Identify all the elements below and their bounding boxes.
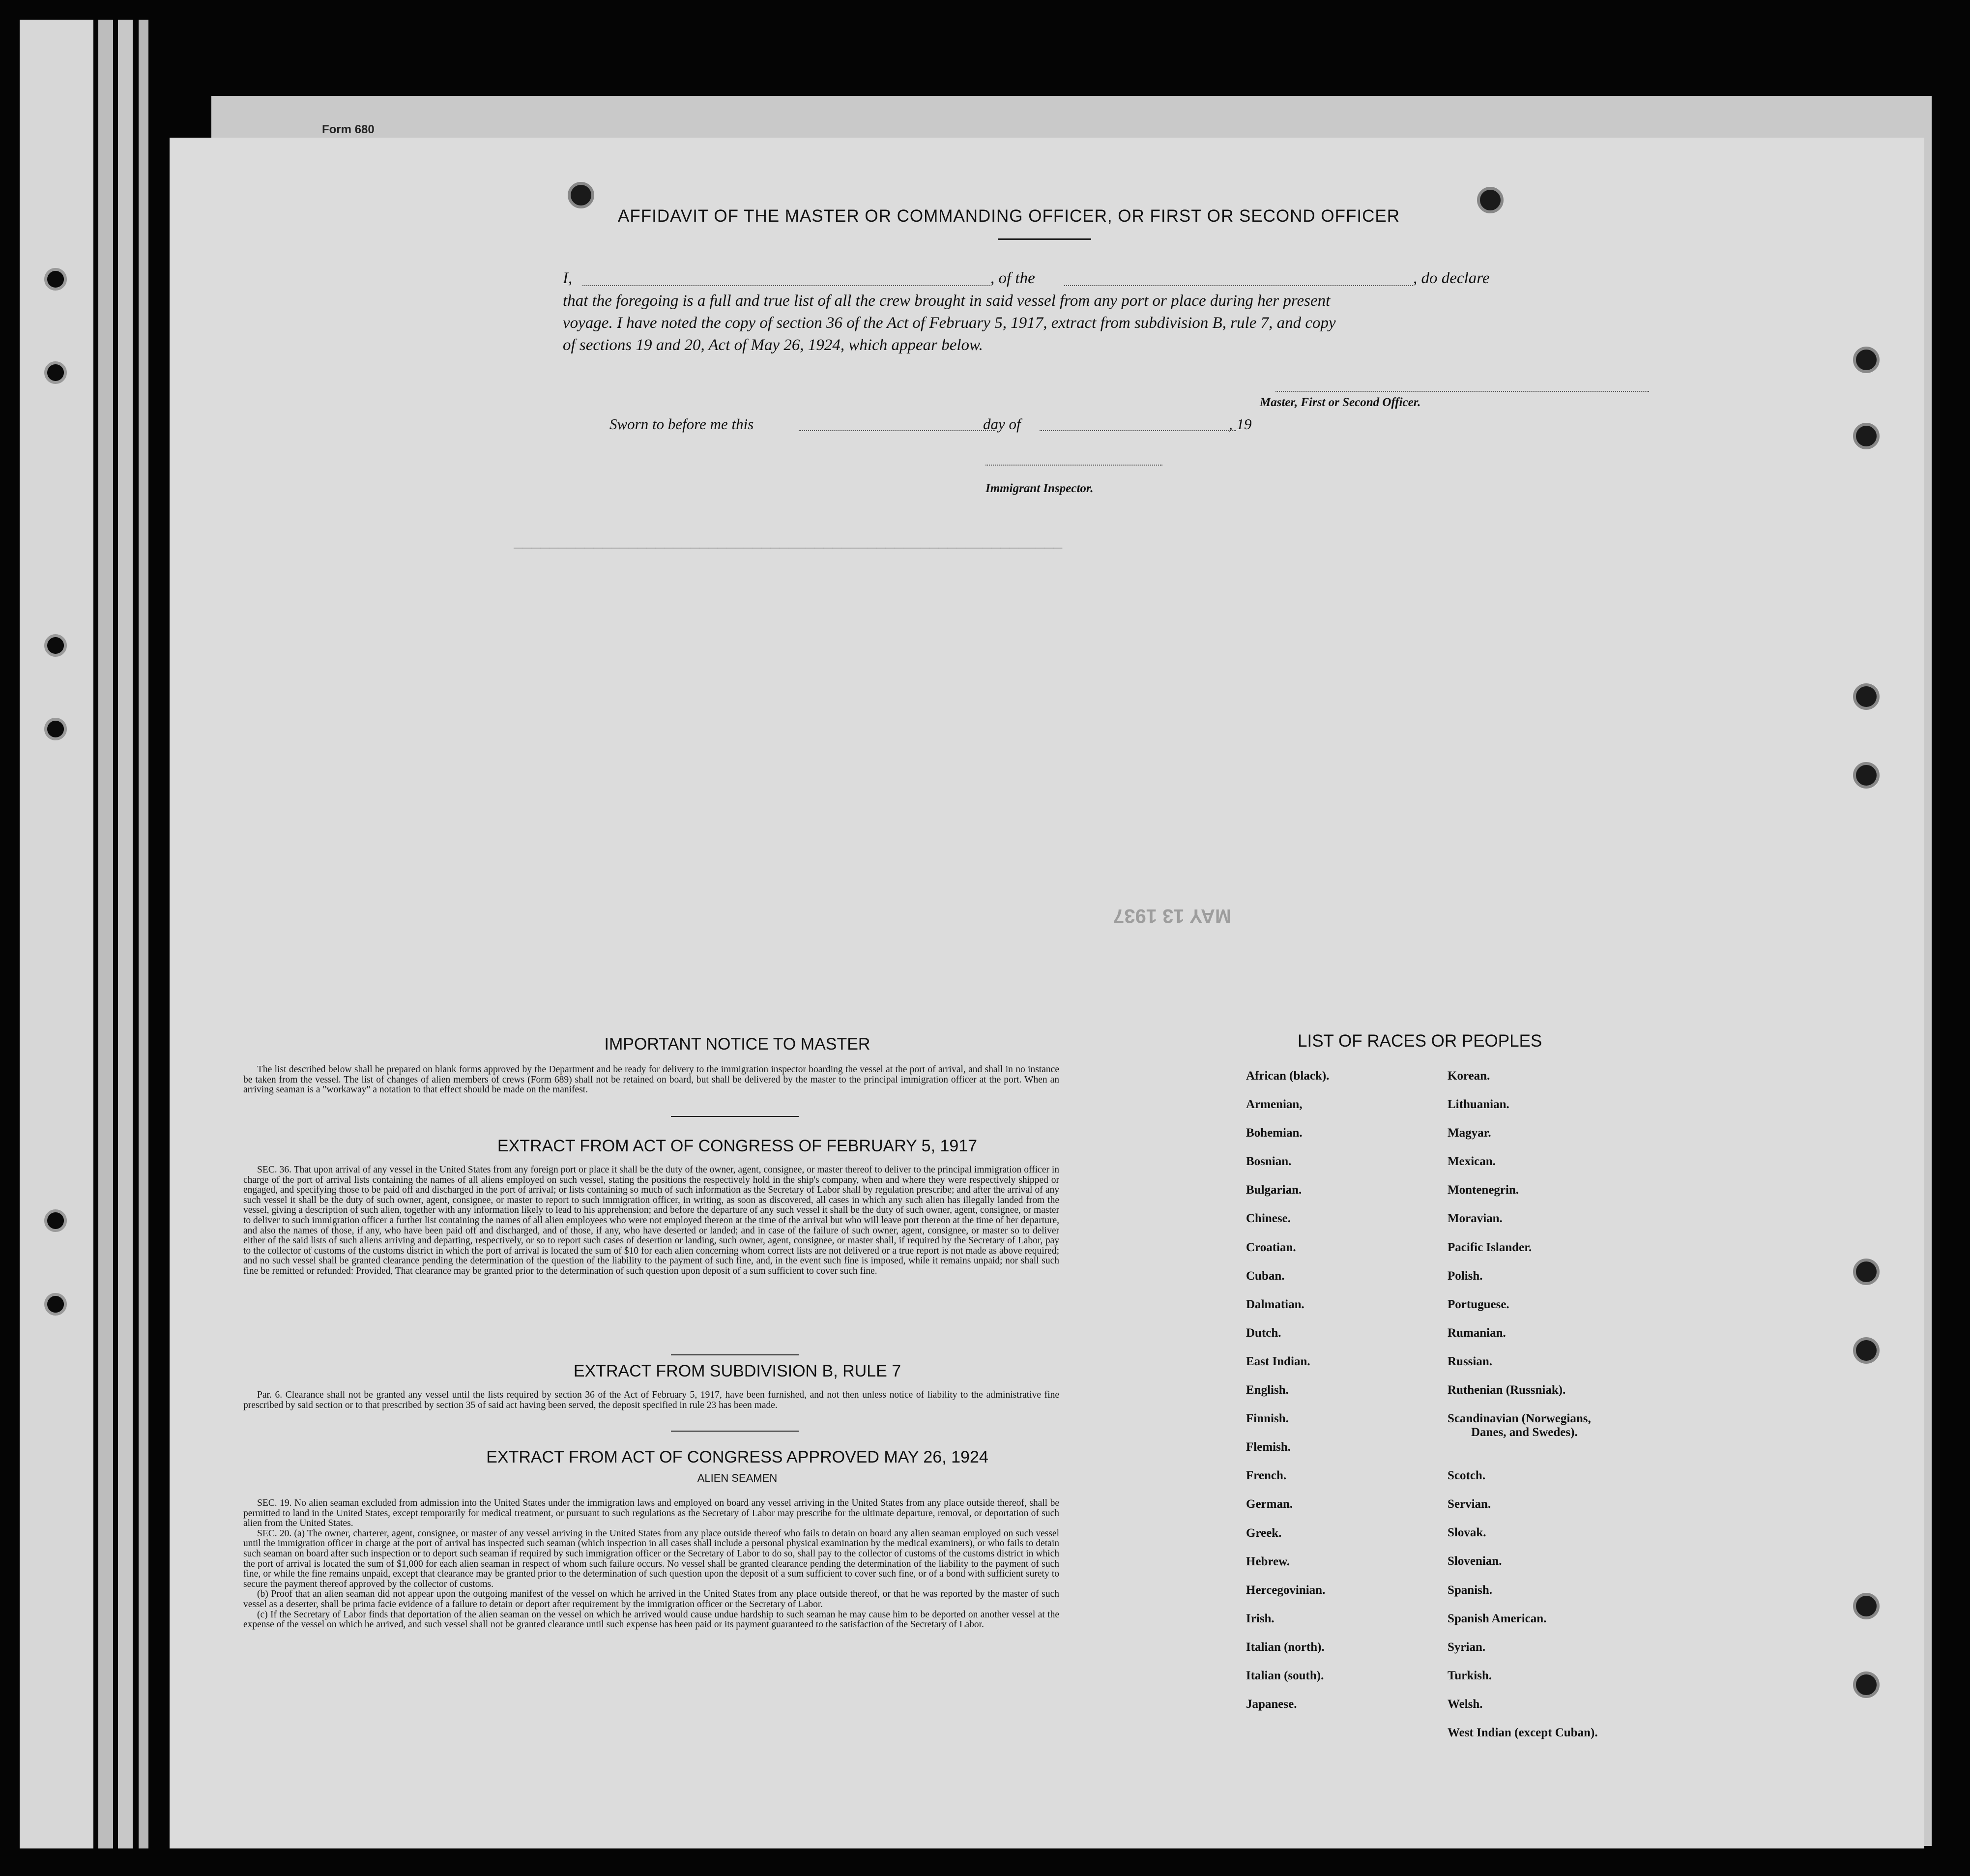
race-item: Japanese. (1246, 1698, 1297, 1711)
alien-seamen-subtitle: ALIEN SEAMEN (697, 1472, 778, 1484)
affidavit-of-the: , of the (990, 269, 1035, 287)
race-item: Portuguese. (1448, 1297, 1509, 1311)
race-item: African (black). (1246, 1069, 1330, 1083)
extract-1924-text (243, 1498, 1059, 1630)
sheet-hole (1853, 423, 1880, 449)
affidavit-title: AFFIDAVIT OF THE MASTER OR COMMANDING OFFICER, OR FIRST OR SECOND OFFICER (618, 206, 1400, 226)
race-item: Dutch. (1246, 1326, 1281, 1340)
punch-hole (44, 634, 67, 657)
race-item: Hebrew. (1246, 1554, 1290, 1568)
notice-text (243, 1065, 1059, 1095)
year-label: , 19 (1229, 415, 1252, 433)
sheet-hole (1853, 762, 1880, 789)
race-item: Italian (south). (1246, 1669, 1324, 1682)
affidavit-line-4: of sections 19 and 20, Act of May 26, 1924, which appear below. (563, 336, 983, 354)
race-item: Russian. (1448, 1354, 1493, 1368)
section-20b-paragraph: (b) Proof that an alien seaman did not appear upon the outgoing manifest of the vessel on which he arrived in the United States from any place outside thereof, or that he was reported by the master of such vessel as a deserter, shall be prima facie evidence of a failure to detain or deport after requirement by the immigration officer or the Secretary of Labor. (243, 1589, 1059, 1610)
section-divider (671, 1354, 799, 1355)
sheet-hole (1853, 1593, 1880, 1619)
binder-strip (20, 20, 93, 1848)
race-item: Bulgarian. (1246, 1183, 1302, 1197)
section-36-paragraph: SEC. 36. That upon arrival of any vessel in the United States from any foreign port or place it shall be the duty of the owner, agent, consignee, or master thereof to deliver to the principal immigration officer in charge of the port of arrival lists containing the names of all aliens employed on such vessel, stating the positions the respectively hold in the ship's company, when and where they were respectively shipped or engaged, and specifying those to be paid off and discharged in the port of arrival; or lists containing so much of such information as the Secretary of Labor shall by regulation prescribe; and after the arrival of any such vessel it shall be the duty of such owner, agent, consignee, or master to report to such immigration officer, in writing, as soon as discovered, all cases in which any such alien has illegally landed from the vessel, giving a description of such alien, together with any information likely to lead to his apprehension; and before the departure of any such vessel it shall be the duty of such owner, agent, consignee, or master to deliver to such immigration officer a further list containing the names of all alien employees who were not employed thereon at the time of the arrival but who will leave port thereon at the time of her departure, and also the names of those, if any, who have been paid off and discharged, and of those, if any, who have deserted or landed; and in case of the failure of such owner, agent, consignee, or master so to deliver either of the said lists of such aliens arriving and departing, respectively, or so to report such cases of desertion or landing, such owner, agent, consignee, or master shall, if required by the Secretary of Labor, pay to the collector of customs of the customs district in which the port of arrival is located the sum of $10 for each alien concerning whom correct lists are not delivered or a true report is not made as above required; and no such vessel shall be granted clearance pending the determination of the question of the liability to the payment of such fine, and, in the event such fine is imposed, while it remains unpaid; nor shall such fine be remitted or refunded: Provided, That clearance may be granted prior to the determination of such question upon deposit of a sum sufficient to cover such fine. (243, 1165, 1059, 1276)
sheet-hole (1853, 1337, 1880, 1364)
race-item: Mexican. (1448, 1155, 1496, 1169)
extract-1917-title: EXTRACT FROM ACT OF CONGRESS OF FEBRUARY 5, 1917 (497, 1137, 978, 1155)
bleed-through-text: ────────────────────────────────────────────────────────────── (514, 541, 1063, 557)
section-divider (671, 1116, 799, 1117)
race-item: Turkish. (1448, 1669, 1492, 1682)
punch-hole (44, 1209, 67, 1232)
race-item: Greek. (1246, 1526, 1282, 1540)
rule-7-paragraph: Par. 6. Clearance shall not be granted any vessel until the lists required by section 36 of the Act of February 5, 1917, have been furnished, and not then unless notice of liability to the administrative fine prescribed by said section or to that prescribed by section 35 of said act having been served, the deposit specified in rule 23 has been made. (243, 1390, 1059, 1410)
race-item: Spanish. (1448, 1583, 1493, 1597)
extract-1917-text (243, 1165, 1059, 1277)
race-item: French. (1246, 1469, 1287, 1483)
name-blank (582, 285, 990, 286)
race-item: Montenegrin. (1448, 1183, 1519, 1197)
master-label: Master, First or Second Officer. (1260, 396, 1421, 409)
race-item: Bosnian. (1246, 1155, 1292, 1169)
race-item: Cuban. (1246, 1269, 1285, 1283)
section-19-paragraph: SEC. 19. No alien seaman excluded from admission into the United States under the immigration laws and employed on board any vessel arriving in the United States from any place outside thereof, shall be permitted to land in the United States, except temporarily for medical treatment, or pursuant to such regulations as the Secretary of Labor may prescribe for the ultimate departure, removal, or deportation of such alien from the United States. (243, 1498, 1059, 1529)
inspector-line (985, 465, 1162, 466)
race-item: Scandinavian (Norwegians, (1448, 1412, 1591, 1426)
sheet-hole (1477, 187, 1504, 213)
race-item: Polish. (1448, 1269, 1483, 1283)
race-item: Magyar. (1448, 1126, 1491, 1140)
vessel-blank (1064, 285, 1413, 286)
race-item: Hercegovinian. (1246, 1583, 1326, 1597)
race-item: Slovenian. (1448, 1554, 1502, 1568)
notice-paragraph: The list described below shall be prepared on blank forms approved by the Department and be ready for delivery to the immigration inspector boarding the vessel at the port of arrival, and shall in no instance be taken from the vessel. The list of changes of alien members of crews (Form 689) shall not be retained on board, but shall be delivered by the master to the principal immigration officer at the port. When an arriving seaman is a "workaway" a notation to that effect should be made on the manifest. (243, 1064, 1059, 1095)
races-column-2 (1448, 1069, 1598, 1755)
race-item: German. (1246, 1497, 1293, 1511)
race-item: Finnish. (1246, 1412, 1289, 1426)
race-item: Welsh. (1448, 1697, 1483, 1711)
sheet-hole (1853, 347, 1880, 373)
race-item: Scotch. (1448, 1469, 1486, 1483)
day-of-label: day of (983, 415, 1021, 433)
race-item: English. (1246, 1383, 1289, 1397)
affidavit-do-declare: , do declare (1413, 269, 1490, 287)
affidavit-i: I, (563, 269, 573, 287)
extract-rule7-text (243, 1390, 1059, 1410)
page-edge (139, 20, 148, 1848)
section-divider (671, 1431, 799, 1432)
sworn-label: Sworn to before me this (609, 415, 754, 433)
month-blank (1040, 430, 1236, 431)
extract-1924-title: EXTRACT FROM ACT OF CONGRESS APPROVED MAY 26, 1924 (486, 1448, 988, 1466)
sheet-hole (1853, 1259, 1880, 1285)
race-item: Italian (north). (1246, 1640, 1325, 1654)
punch-hole (44, 268, 67, 291)
race-item: Spanish American. (1448, 1612, 1547, 1625)
page-edge (98, 20, 113, 1848)
day-blank (799, 430, 995, 431)
punch-hole (44, 361, 67, 384)
race-item: Danes, and Swedes). (1471, 1426, 1578, 1439)
race-item: East Indian. (1246, 1354, 1310, 1368)
race-item: Moravian. (1448, 1212, 1503, 1226)
title-underline (998, 238, 1091, 240)
race-item: Rumanian. (1448, 1326, 1506, 1340)
affidavit-sheet (170, 138, 1924, 1848)
sheet-hole (568, 182, 594, 208)
affidavit-line-3: voyage. I have noted the copy of section 36 of the Act of February 5, 1917, extract from subdivision B, rule 7, and copy (563, 314, 1336, 332)
race-item: Chinese. (1246, 1212, 1291, 1226)
race-item: Bohemian. (1246, 1126, 1303, 1140)
page-edge (118, 20, 133, 1848)
race-item: Syrian. (1448, 1640, 1486, 1654)
affidavit-line-2: that the foregoing is a full and true list of all the crew brought in said vessel from any port or place during her present (563, 292, 1331, 310)
sheet-hole (1853, 683, 1880, 710)
extract-rule7-title: EXTRACT FROM SUBDIVISION B, RULE 7 (573, 1362, 901, 1380)
notice-title: IMPORTANT NOTICE TO MASTER (604, 1035, 870, 1054)
race-item: Armenian, (1246, 1098, 1303, 1112)
race-item: Lithuanian. (1448, 1098, 1509, 1112)
race-item: Korean. (1448, 1069, 1490, 1083)
race-item: Croatian. (1246, 1240, 1296, 1254)
races-column-1 (1246, 1069, 1329, 1726)
form-number: Form 680 (322, 123, 375, 136)
race-item: West Indian (except Cuban). (1448, 1726, 1598, 1739)
race-item: Ruthenian (Russniak). (1448, 1383, 1566, 1397)
race-item: Dalmatian. (1246, 1297, 1304, 1311)
race-item: Servian. (1448, 1497, 1491, 1511)
section-20a-paragraph: SEC. 20. (a) The owner, charterer, agent, consignee, or master of any vessel arriving in the United States from any place outside thereof who fails to detain on board any alien seaman employed on such vessel until the immigration officer in charge at the port of arrival has inspected such seaman (which inspection in all cases shall include a personal physical examination by the medical examiners), or who fails to detain such seaman on board after such inspection or to deport such seaman if required by such immigration officer or the Secretary of Labor to do so, shall pay to the collector of customs of the customs district in which the port of arrival is located the sum of $1,000 for each alien seaman in respect of whom such failure occurs. No vessel shall be granted clearance pending the determination of the liability to the payment of such fine, or while the fine remains unpaid, except that clearance may be granted prior to the determination of such question upon the deposit of a sum sufficient to cover such fine, or of a bond with sufficient surety to secure the payment thereof approved by the collector of customs. (243, 1528, 1059, 1589)
punch-hole (44, 1293, 67, 1316)
race-item: Slovak. (1448, 1526, 1486, 1540)
race-item-multiline (1448, 1412, 1598, 1469)
race-item: Irish. (1246, 1612, 1275, 1625)
inspector-label: Immigrant Inspector. (985, 482, 1094, 495)
signature-line (1275, 391, 1649, 392)
section-20c-paragraph: (c) If the Secretary of Labor finds that deportation of the alien seaman on the vessel on which he arrived would cause undue hardship to such seaman he may cause him to be deported on another vessel at the expense of the vessel on which he arrived, and such vessel shall not be granted clearance until such expense has been paid or its payment guaranteed to the satisfaction of the Secretary of Labor. (243, 1609, 1059, 1630)
sheet-hole (1853, 1671, 1880, 1698)
race-item: Pacific Islander. (1448, 1240, 1532, 1254)
bleed-through-stamp: MAY 13 1937 (1113, 905, 1232, 927)
races-title: LIST OF RACES OR PEOPLES (1298, 1031, 1542, 1051)
punch-hole (44, 718, 67, 740)
race-item: Flemish. (1246, 1440, 1291, 1454)
